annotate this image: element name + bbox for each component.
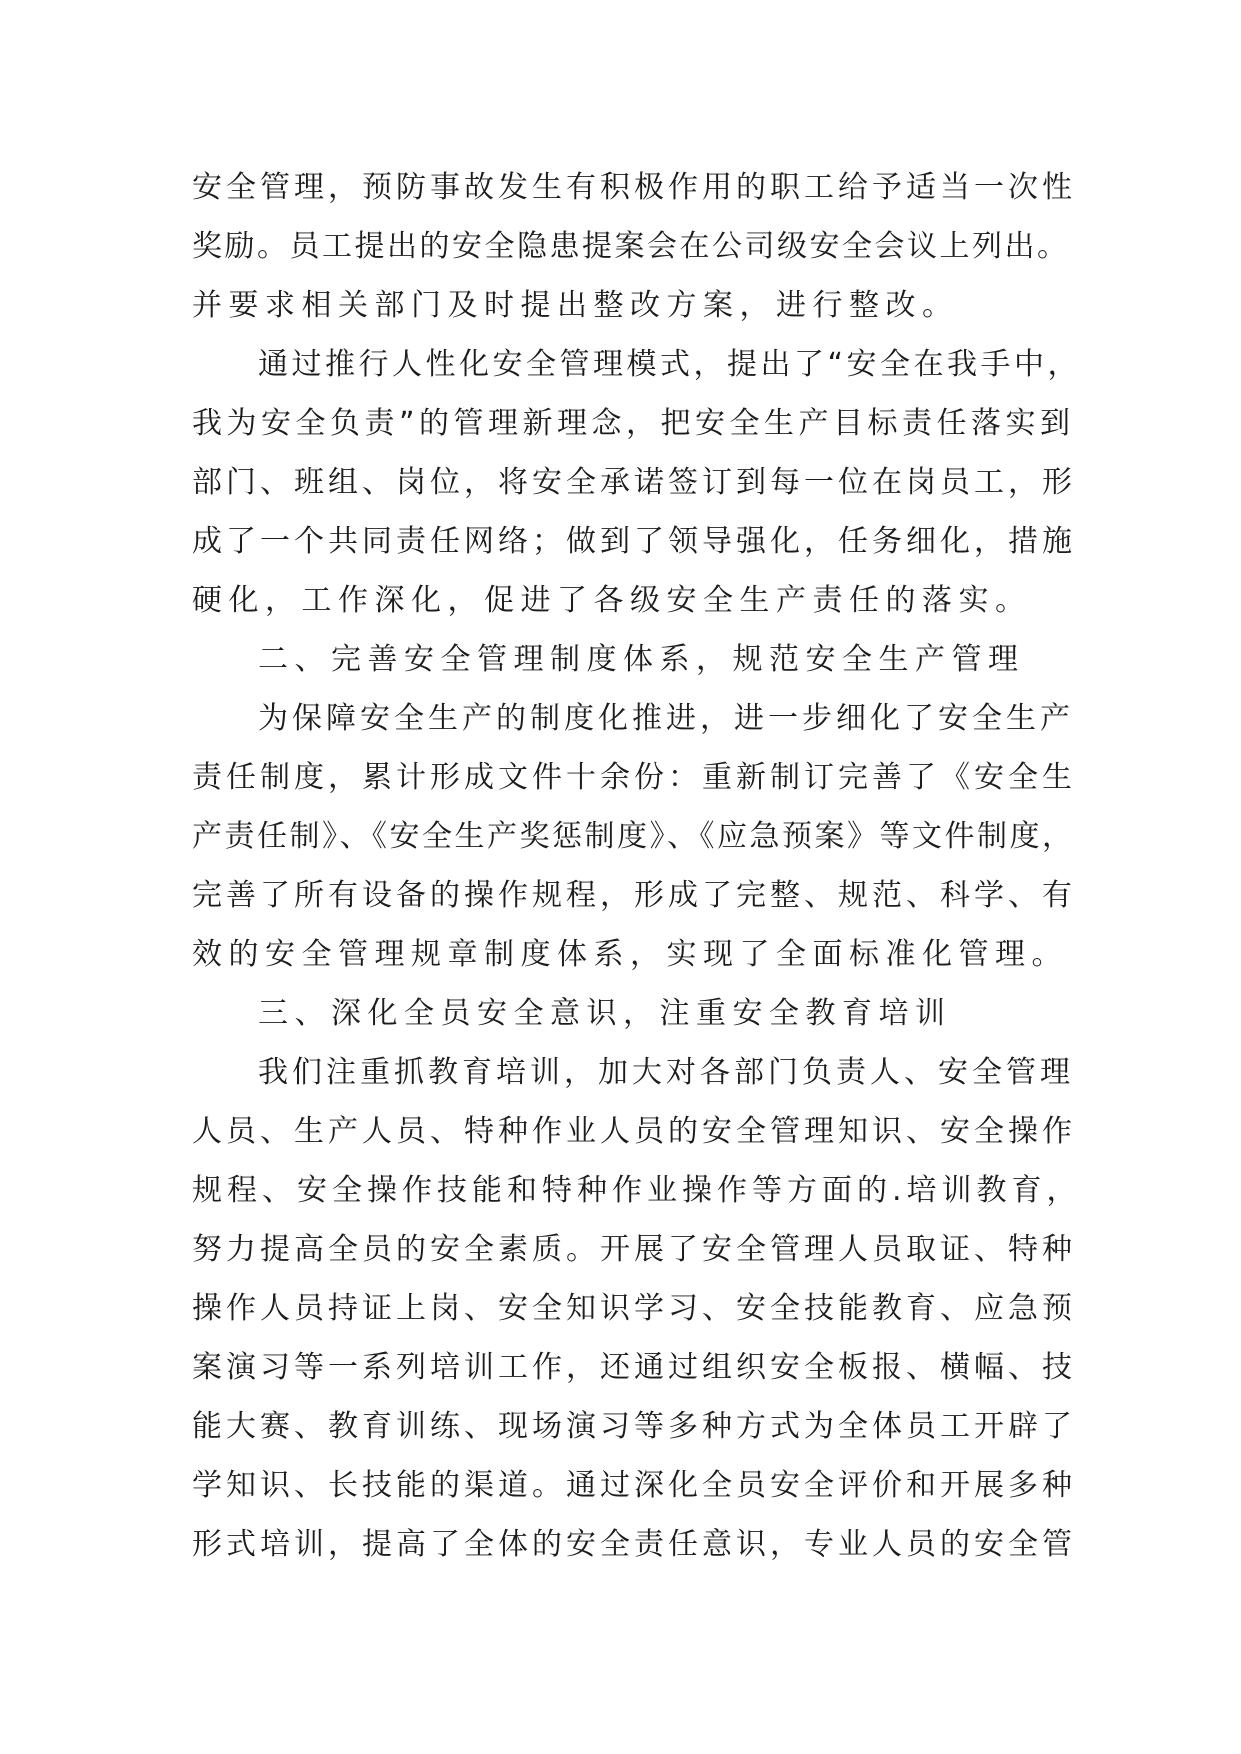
text-line: 操作人员持证上岗、安全知识学习、安全技能教育、应急预 xyxy=(192,1291,1076,1326)
text-line: 并要求相关部门及时提出整改方案，进行整改。 xyxy=(192,288,959,323)
text-line: 责任制度，累计形成文件十余份：重新制订完善了《安全生 xyxy=(192,760,1076,795)
text-line: 安全管理，预防事故发生有积极作用的职工给予适当一次性 xyxy=(192,170,1076,205)
paragraph-start-line: 为保障安全生产的制度化推进，进一步细化了安全生产 xyxy=(258,701,1074,736)
text-line: 产责任制》、《安全生产奖惩制度》、《应急预案》等文件制度， xyxy=(192,819,1075,854)
text-line: 形式培训，提高了全体的安全责任意识，专业人员的安全管 xyxy=(192,1527,1076,1562)
text-line: 案演习等一系列培训工作，还通过组织安全板报、横幅、技 xyxy=(192,1350,1076,1385)
text-line: 学知识、长技能的渠道。通过深化全员安全评价和开展多种 xyxy=(192,1468,1076,1503)
text-line: 完善了所有设备的操作规程，形成了完整、规范、科学、有 xyxy=(192,878,1076,913)
text-line: 部门、班组、岗位，将安全承诺签订到每一位在岗员工，形 xyxy=(192,465,1076,500)
section-heading: 二、完善安全管理制度体系，规范安全生产管理 xyxy=(258,642,1025,677)
text-line: 规程、安全操作技能和特种作业操作等方面的.培训教育， xyxy=(192,1173,1082,1208)
paragraph-start-line: 通过推行人性化安全管理模式，提出了“安全在我手中， xyxy=(258,347,1082,382)
paragraph-start-line: 我们注重抓教育培训，加大对各部门负责人、安全管理 xyxy=(258,1055,1074,1090)
text-line: 能大赛、教育训练、现场演习等多种方式为全体员工开辟了 xyxy=(192,1409,1076,1444)
text-line: 努力提高全员的安全素质。开展了安全管理人员取证、特种 xyxy=(192,1232,1076,1267)
section-heading: 三、深化全员安全意识，注重安全教育培训 xyxy=(258,996,952,1031)
document-body xyxy=(192,158,1082,1574)
text-line: 硬化，工作深化，促进了各级安全生产责任的落实。 xyxy=(192,583,1032,618)
text-line: 奖励。员工提出的安全隐患提案会在公司级安全会议上列出。 xyxy=(192,229,1070,264)
text-line: 成了一个共同责任网络；做到了领导强化，任务细化，措施 xyxy=(192,524,1076,559)
text-line: 人员、生产人员、特种作业人员的安全管理知识、安全操作 xyxy=(192,1114,1076,1149)
text-line: 我为安全负责”的管理新理念，把安全生产目标责任落实到 xyxy=(192,406,1075,441)
text-line: 效的安全管理规章制度体系，实现了全面标准化管理。 xyxy=(192,937,1068,972)
